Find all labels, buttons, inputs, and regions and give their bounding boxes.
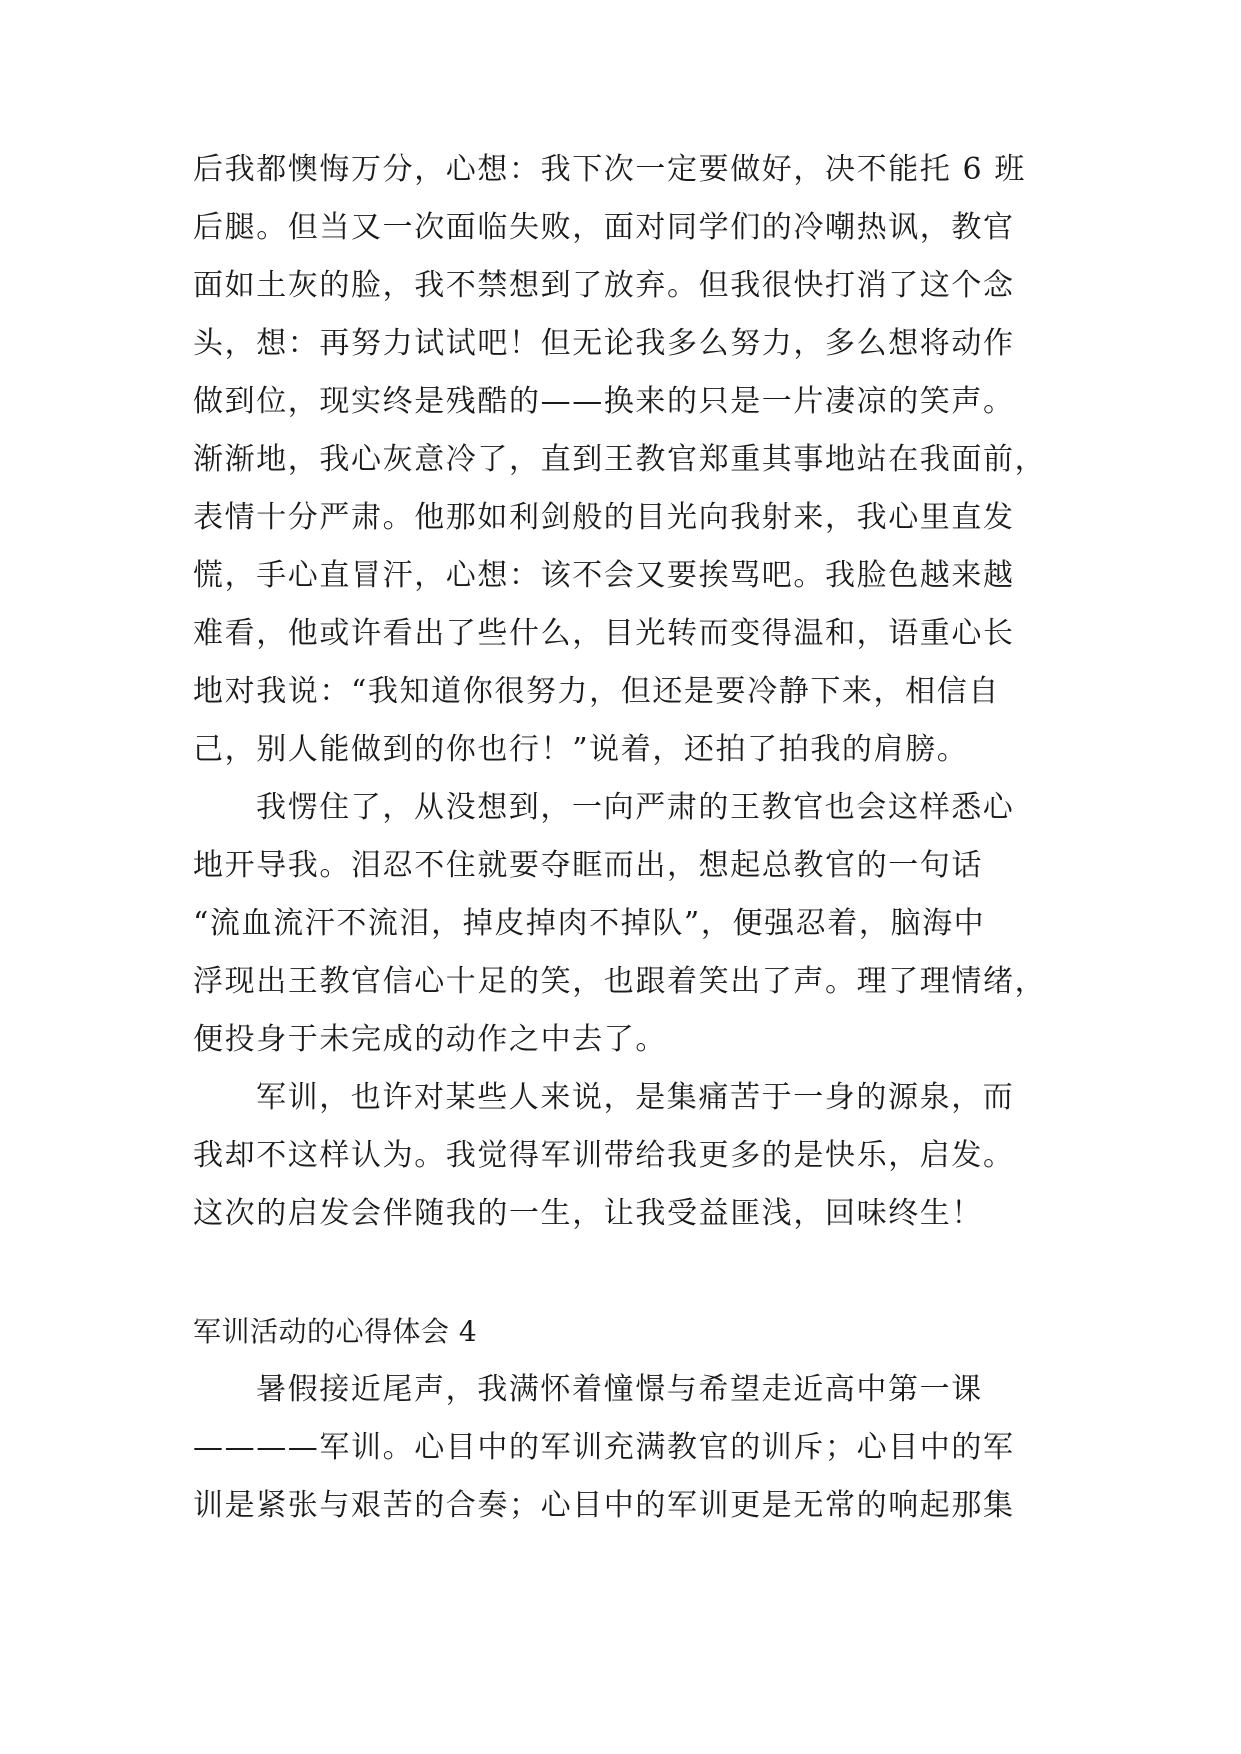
paragraph-1-line-10: 地对我说：“我知道你很努力，但还是要冷静下来，相信自 bbox=[193, 674, 1000, 709]
paragraph-1-line-6: 渐渐地，我心灰意冷了，直到王教官郑重其事地站在我面前， bbox=[193, 442, 1047, 477]
paragraph-1-line-11: 己，别人能做到的你也行！”说着，还拍了拍我的肩膀。 bbox=[193, 732, 969, 767]
paragraph-1-line-1: 后我都懊悔万分，心想：我下次一定要做好，决不能托 6 班 bbox=[193, 152, 1026, 187]
paragraph-2-line-4: 浮现出王教官信心十足的笑，也跟着笑出了声。理了理情绪， bbox=[193, 964, 1047, 999]
section-4-line-1: 暑假接近尾声，我满怀着憧憬与希望走近高中第一课 bbox=[256, 1372, 983, 1407]
paragraph-3-line-3: 这次的启发会伴随我的一生，让我受益匪浅，回味终生！ bbox=[193, 1196, 983, 1231]
section-4-line-2: ————军训。心目中的军训充满教官的训斥；心目中的军 bbox=[193, 1430, 1015, 1465]
paragraph-1-line-3: 面如土灰的脸，我不禁想到了放弃。但我很快打消了这个念 bbox=[193, 268, 1015, 303]
paragraph-3-line-1: 军训，也许对某些人来说，是集痛苦于一身的源泉，而 bbox=[256, 1080, 1015, 1115]
paragraph-1-line-7: 表情十分严肃。他那如利剑般的目光向我射来，我心里直发 bbox=[193, 500, 1015, 535]
paragraph-2-line-3: “流血流汗不流泪，掉皮掉肉不掉队”，便强忍着，脑海中 bbox=[193, 906, 986, 941]
paragraph-1-line-2: 后腿。但当又一次面临失败，面对同学们的冷嘲热讽，教官 bbox=[193, 210, 1015, 245]
paragraph-1-line-8: 慌，手心直冒汗，心想：该不会又要挨骂吧。我脸色越来越 bbox=[193, 558, 1015, 593]
section-4-line-3: 训是紧张与艰苦的合奏；心目中的军训更是无常的响起那集 bbox=[193, 1488, 1015, 1523]
paragraph-1-line-9: 难看，他或许看出了些什么，目光转而变得温和，语重心长 bbox=[193, 616, 1015, 651]
paragraph-1-line-5: 做到位，现实终是残酷的——换来的只是一片凄凉的笑声。 bbox=[193, 384, 1015, 419]
paragraph-2-line-1: 我愣住了，从没想到，一向严肃的王教官也会这样悉心 bbox=[256, 790, 1015, 825]
paragraph-2-line-2: 地开导我。泪忍不住就要夺眶而出，想起总教官的一句话 bbox=[193, 848, 983, 883]
section-4-heading: 军训活动的心得体会 4 bbox=[193, 1315, 478, 1348]
paragraph-1-line-4: 头，想：再努力试试吧！但无论我多么努力，多么想将动作 bbox=[193, 326, 1015, 361]
paragraph-3-line-2: 我却不这样认为。我觉得军训带给我更多的是快乐，启发。 bbox=[193, 1138, 1015, 1173]
paragraph-2-line-5: 便投身于未完成的动作之中去了。 bbox=[193, 1022, 667, 1057]
